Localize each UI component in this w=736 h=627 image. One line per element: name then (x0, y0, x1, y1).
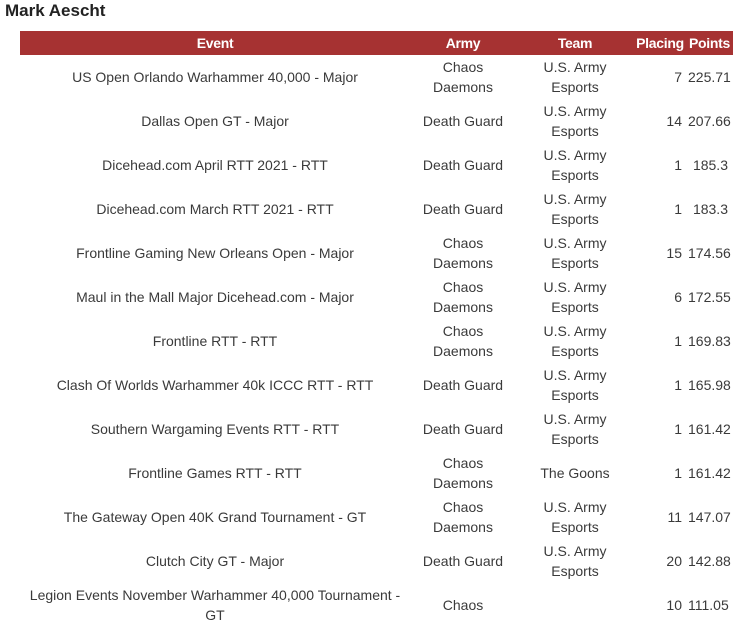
army-cell: Chaos Daemons (433, 455, 493, 491)
table-row (20, 451, 733, 495)
army-cell: Death Guard (422, 421, 504, 437)
placing-cell: 1 (674, 157, 682, 173)
team-cell: U.S. Army Esports (543, 279, 607, 315)
event-cell: US Open Orlando Warhammer 40,000 - Major (72, 69, 358, 85)
event-cell: Maul in the Mall Major Dicehead.com - Major (76, 289, 354, 305)
points-cell: 174.56 (688, 245, 731, 261)
event-cell: Southern Wargaming Events RTT - RTT (90, 421, 340, 437)
army-cell: Death Guard (422, 553, 504, 569)
placing-cell: 1 (674, 333, 682, 349)
placing-cell: 1 (674, 377, 682, 393)
team-cell: U.S. Army Esports (543, 543, 607, 579)
team-cell: U.S. Army Esports (543, 59, 607, 95)
event-cell: Frontline Gaming New Orleans Open - Major (76, 245, 354, 261)
army-cell: Death Guard (422, 201, 504, 217)
placing-cell: 11 (667, 509, 682, 525)
table-row (20, 231, 733, 275)
table-row (20, 55, 733, 99)
placing-cell: 6 (674, 289, 682, 305)
army-cell: Chaos (442, 597, 484, 613)
placing-cell: 10 (666, 597, 682, 613)
army-cell: Chaos Daemons (433, 323, 493, 359)
army-cell: Chaos Daemons (433, 235, 493, 271)
table-row (20, 363, 733, 407)
event-cell: Clutch City GT - Major (145, 553, 285, 569)
points-cell: 172.55 (688, 289, 731, 305)
points-cell: 147.07 (688, 509, 731, 525)
points-cell: 111.05 (688, 597, 729, 613)
table-row (20, 539, 733, 583)
event-cell: Clash Of Worlds Warhammer 40k ICCC RTT - RTT (56, 377, 374, 393)
team-cell: U.S. Army Esports (543, 411, 607, 447)
table-row (20, 319, 733, 363)
points-cell: 161.42 (688, 465, 731, 481)
points-cell: 142.88 (688, 553, 731, 569)
header-row (20, 31, 733, 55)
army-cell: Death Guard (422, 377, 504, 393)
team-cell: U.S. Army Esports (543, 323, 607, 359)
table-header (20, 31, 733, 55)
army-cell: Chaos Daemons (433, 279, 493, 315)
table-row (20, 143, 733, 187)
team-cell: U.S. Army Esports (543, 367, 607, 403)
army-cell: Chaos Daemons (433, 499, 493, 535)
player-name: Mark Aescht (5, 1, 106, 20)
results-table (20, 31, 733, 627)
points-cell: 185.3 (692, 157, 728, 173)
team-cell: U.S. Army Esports (543, 103, 607, 139)
team-cell: The Goons (540, 465, 610, 481)
points-cell: 165.98 (688, 377, 731, 393)
army-cell: Death Guard (422, 113, 504, 129)
army-cell: Chaos Daemons (433, 59, 493, 95)
team-cell: U.S. Army Esports (543, 147, 607, 183)
placing-cell: 7 (674, 69, 682, 85)
team-cell: U.S. Army Esports (543, 235, 607, 271)
table-row (20, 275, 733, 319)
event-cell: Dallas Open GT - Major (141, 113, 289, 129)
table-row (20, 407, 733, 451)
header-event[interactable]: Event (20, 31, 410, 55)
points-cell: 207.66 (688, 113, 731, 129)
points-cell: 225.71 (688, 69, 731, 85)
table-body (20, 55, 733, 627)
table-row (20, 495, 733, 539)
placing-cell: 1 (674, 421, 682, 437)
placing-cell: 1 (674, 201, 682, 217)
event-cell: Frontline Games RTT - RTT (128, 465, 302, 481)
army-cell: Death Guard (422, 157, 504, 173)
table-row (20, 99, 733, 143)
placing-cell: 15 (666, 245, 682, 261)
placing-cell: 14 (666, 113, 682, 129)
placing-cell: 20 (666, 553, 682, 569)
points-cell: 183.3 (692, 201, 728, 217)
table-row (20, 187, 733, 231)
header-points[interactable]: Points (686, 31, 733, 55)
team-cell: U.S. Army Esports (543, 499, 607, 535)
points-cell: 169.83 (688, 333, 731, 349)
points-cell: 161.42 (688, 421, 731, 437)
event-cell: Frontline RTT - RTT (152, 333, 278, 349)
event-cell: Dicehead.com April RTT 2021 - RTT (102, 157, 328, 173)
header-team[interactable]: Team (516, 31, 634, 55)
header-army[interactable]: Army (410, 31, 516, 55)
event-cell: Legion Events November Warhammer 40,000 Tournament - GT (29, 587, 401, 623)
team-cell: U.S. Army Esports (543, 191, 607, 227)
event-cell: Dicehead.com March RTT 2021 - RTT (96, 201, 334, 217)
team-cell (516, 583, 634, 627)
placing-cell: 1 (674, 465, 682, 481)
table-row (20, 583, 733, 627)
event-cell: The Gateway Open 40K Grand Tournament - GT (63, 509, 367, 525)
header-placing[interactable]: Placing (634, 31, 686, 55)
